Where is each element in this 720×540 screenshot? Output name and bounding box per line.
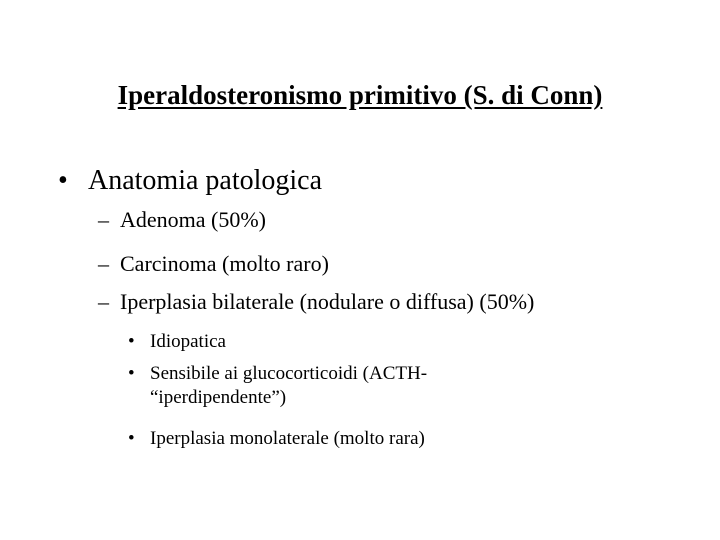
dash-marker: – xyxy=(98,251,109,276)
bullet-marker: • xyxy=(58,165,68,196)
bullet-anatomia-patologica xyxy=(58,163,322,199)
sub-sub-item-text: Sensibile ai glucocorticoidi (ACTH- xyxy=(150,363,428,384)
slide-title: Iperaldosteronismo primitivo (S. di Conn) xyxy=(117,80,603,110)
bullet-marker: • xyxy=(128,363,135,384)
sub-item-text: Adenoma (50%) xyxy=(120,207,267,232)
sub-item-text: Iperplasia bilaterale (nodulare o diffusa) (50%) xyxy=(120,289,535,314)
sub-item-adenoma xyxy=(98,205,266,235)
sub-sub-item-iperplasia-monolaterale xyxy=(128,427,425,451)
dash-marker: – xyxy=(98,207,109,232)
sub-sub-item-sensibile xyxy=(128,362,427,410)
sub-sub-item-text: Idiopatica xyxy=(150,331,226,352)
sub-item-text: Carcinoma (molto raro) xyxy=(120,251,329,276)
sub-sub-item-idiopatica xyxy=(128,330,226,354)
sub-item-carcinoma xyxy=(98,249,329,279)
bullet-label: Anatomia patologica xyxy=(88,165,323,196)
dash-marker: – xyxy=(98,289,109,314)
sub-sub-item-continuation: “iperdipendente”) xyxy=(150,387,287,408)
sub-sub-item-text: Iperplasia monolaterale (molto rara) xyxy=(150,428,425,449)
bullet-marker: • xyxy=(128,428,135,449)
sub-item-iperplasia-bilaterale xyxy=(98,287,534,317)
bullet-marker: • xyxy=(128,331,135,352)
